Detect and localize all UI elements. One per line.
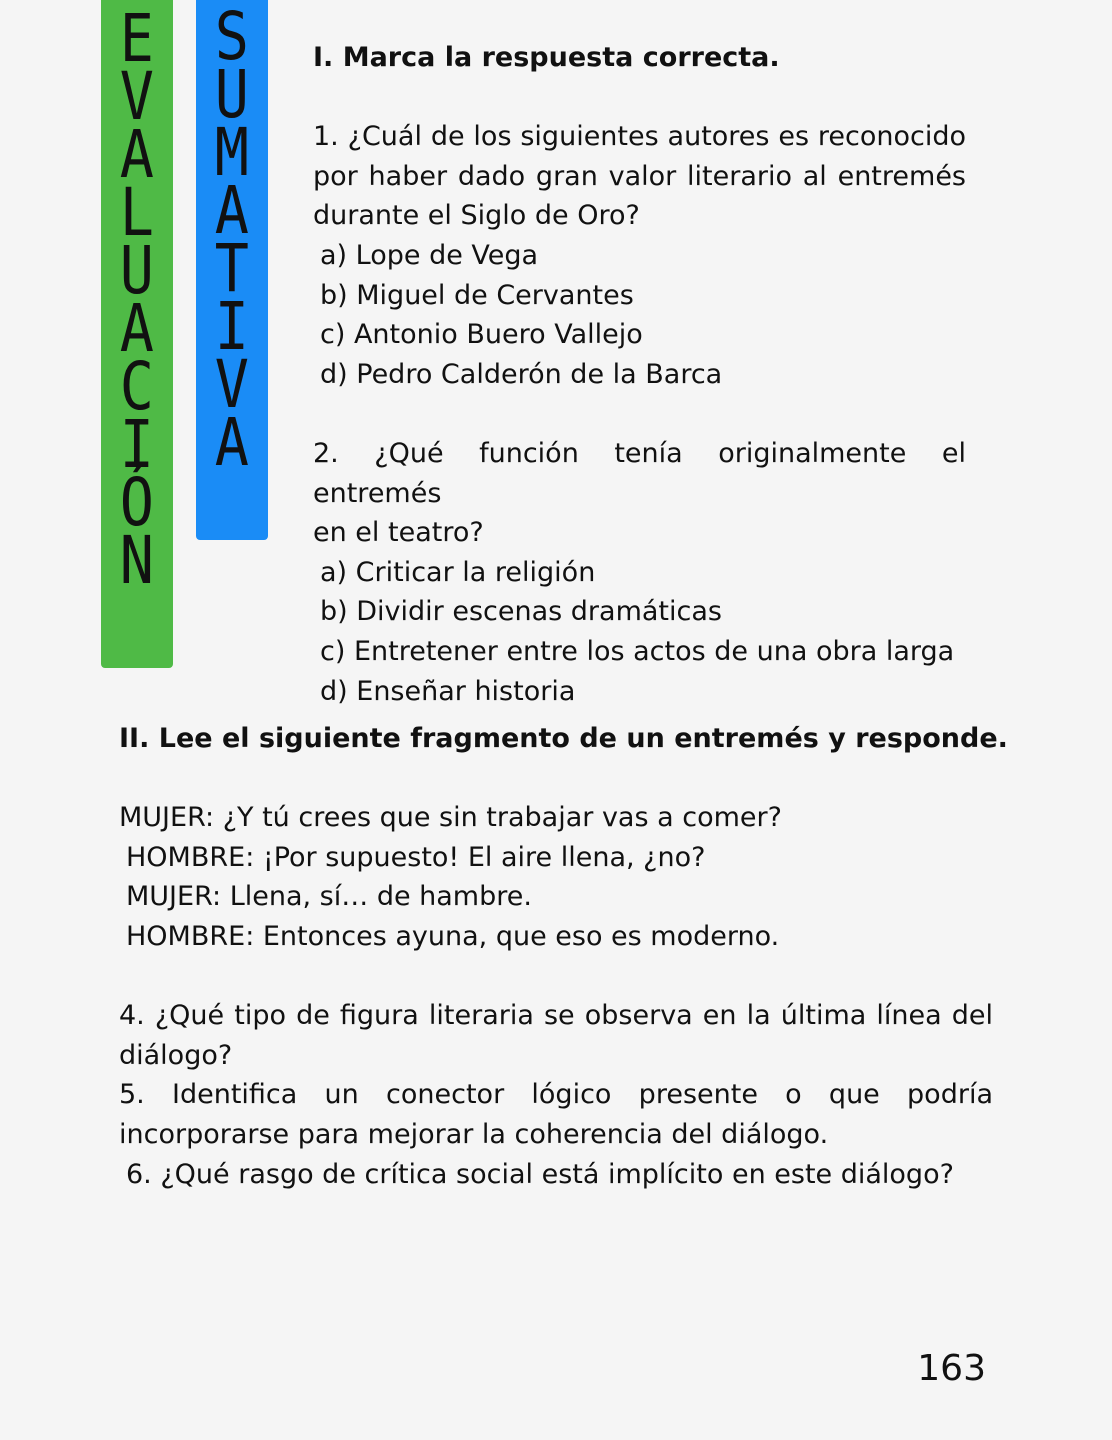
question-5-text: 5. Identifica un conector lógico presente o que podría xyxy=(119,1079,993,1111)
banner-letter: U xyxy=(119,232,155,309)
section-reading-fragment xyxy=(119,719,1008,1194)
question-2-option-d: d) Enseñar historia xyxy=(320,675,576,707)
section1-heading: I. Marca la respuesta correcta. xyxy=(313,42,780,73)
question-2-text: en el teatro? xyxy=(313,517,484,549)
question-1-option-c: c) Antonio Buero Vallejo xyxy=(320,319,643,351)
banner-letter: A xyxy=(214,172,250,249)
sumativa-vertical-banner xyxy=(196,0,268,540)
banner-letter: N xyxy=(119,522,155,599)
question-6 xyxy=(119,1155,993,1195)
question-1-text: 1. ¿Cuál de los siguientes autores es reconocido xyxy=(313,121,966,153)
banner-letter: M xyxy=(214,114,250,191)
dialogue-line: HOMBRE: Entonces ayuna, que eso es moderno. xyxy=(126,920,780,952)
section-multiple-choice xyxy=(313,38,966,711)
question-2-option-a: a) Criticar la religión xyxy=(320,556,596,588)
banner-letter: T xyxy=(214,230,250,307)
dialogue-line: MUJER: Llena, sí… de hambre. xyxy=(126,881,532,913)
dialogue-line: HOMBRE: ¡Por supuesto! El aire llena, ¿no? xyxy=(126,841,706,873)
page-number: 163 xyxy=(917,1348,986,1389)
section2-heading: II. Lee el siguiente fragmento de un entremés y responde. xyxy=(119,723,1008,754)
banner-letter: V xyxy=(214,346,250,423)
banner-letter: I xyxy=(214,288,250,365)
banner-letter: S xyxy=(214,0,250,75)
banner-letter: I xyxy=(119,406,155,483)
evaluacion-vertical-banner xyxy=(101,0,173,668)
question-4-text: diálogo? xyxy=(119,1039,233,1071)
dialogue-fragment xyxy=(119,798,993,956)
question-2-option-b: b) Dividir escenas dramáticas xyxy=(320,596,722,628)
question-2-option-c: c) Entretener entre los actos de una obra larga xyxy=(320,635,955,667)
banner-letter: E xyxy=(119,0,155,77)
banner-letter: A xyxy=(214,404,250,481)
question-4-text: 4. ¿Qué tipo de figura literaria se observa en la última línea del xyxy=(119,1000,993,1032)
question-1-text: durante el Siglo de Oro? xyxy=(313,200,640,232)
question-1-option-a: a) Lope de Vega xyxy=(320,239,539,271)
banner-letter: A xyxy=(119,116,155,193)
question-5 xyxy=(119,1075,993,1154)
banner-letter: U xyxy=(214,56,250,133)
question-2 xyxy=(313,434,966,711)
banner-letter: A xyxy=(119,290,155,367)
question-6-text: 6. ¿Qué rasgo de crítica social está implícito en este diálogo? xyxy=(126,1158,954,1190)
question-2-text: 2. ¿Qué función tenía originalmente el entremés xyxy=(313,437,966,509)
question-1-option-d: d) Pedro Calderón de la Barca xyxy=(320,358,723,390)
banner-letter: C xyxy=(119,348,155,425)
question-1-option-b: b) Miguel de Cervantes xyxy=(320,279,634,311)
banner-letter: L xyxy=(119,174,155,251)
banner-letter: Ó xyxy=(119,464,155,541)
banner-letter: V xyxy=(119,58,155,135)
question-4 xyxy=(119,996,993,1075)
question-1 xyxy=(313,117,966,394)
question-5-text: incorporarse para mejorar la coherencia del diálogo. xyxy=(119,1118,829,1150)
question-1-text: por haber dado gran valor literario al entremés xyxy=(313,160,966,192)
dialogue-line: MUJER: ¿Y tú crees que sin trabajar vas a comer? xyxy=(119,802,782,834)
